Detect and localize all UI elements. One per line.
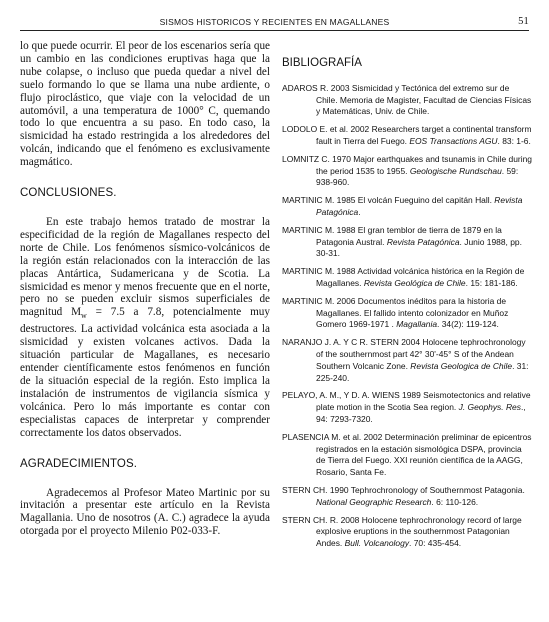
reference-journal: Geologische Rundschau xyxy=(409,165,502,176)
reference-entry xyxy=(282,390,532,425)
acknowledgements-heading: AGRADECIMIENTOS. xyxy=(20,457,138,470)
reference-journal: Magallania xyxy=(396,319,438,330)
reference-text: MARTINIC M. 2006 Documentos inéditos para la historia de Magallanes. El fallido intento colonizador en Muñoz Gomero 1969-1971 . xyxy=(282,295,509,330)
reference-entry xyxy=(282,432,532,479)
reference-tail: ., 94: 7293-7320. xyxy=(316,402,526,424)
reference-text: MARTINIC M. 1988 Actividad volcánica histórica en la Región de Magallanes. xyxy=(282,266,525,288)
reference-journal: Revista Geologica de Chile xyxy=(410,360,513,371)
reference-tail: . 83: 1-6. xyxy=(497,135,531,146)
running-header xyxy=(20,14,529,31)
reference-text: LOMNITZ C. 1970 Major earthquakes and tsunamis in Chile during the period 1535 to 1955. xyxy=(282,153,532,176)
reference-entry xyxy=(282,154,532,189)
reference-journal: J. Geophys. Res xyxy=(458,402,521,413)
conclusions-text-start: En este trabajo hemos tratado de mostrar la especificidad de la región de Magallanes respecto del norte de Chile. Los fenómenos sísmico-volcánicos de la región están relacionados con la interacción de las placas Antártica, Sudamericana y de Scotia. La sismicidad es menor y menos frecuente que en el norte, pero no se pueden excluir sismos superficiales de magnitud M xyxy=(20,215,270,319)
reference-tail: . 15: 181-186. xyxy=(465,277,518,288)
reference-text: ADAROS R. 2003 Sismicidad y Tectónica del extremo sur de Chile. Memoria de Magister, Facultad de Ciencias Físicas y Matemáticas, Univ. de Chile. xyxy=(282,82,532,117)
reference-entry xyxy=(282,225,532,260)
reference-tail: . 6: 110-126. xyxy=(431,496,479,507)
reference-entry xyxy=(282,296,532,331)
reference-journal: Revista Geológica de Chile xyxy=(363,277,466,288)
reference-text: LODOLO E. et al. 2002 Researchers target a continental transform fault in Tierra del Fuego. xyxy=(282,124,532,146)
reference-journal: EOS Transactions AGU xyxy=(409,135,498,146)
reference-entry xyxy=(282,83,532,118)
reference-entry xyxy=(282,337,532,384)
reference-tail: . 34(2): 119-124. xyxy=(437,319,499,330)
conclusions-text-end: = 7.5 a 7.8, potencialmente muy destructores. La actividad volcánica esta asociada a la sismicidad y existen volcanes activos. Dada la situación particular de Magallanes, es necesario entender científicamente estos fenómenos en función de la situación especial de la región. Esto implica la instalación de instrumentos de vigilancia sísmica y volcánica. Pero lo más importante es contar con especialistas capaces de interpretar y comprender correctamente los datos observados. xyxy=(20,306,270,439)
reference-text: PLASENCIA M. et al. 2002 Determinación preliminar de epicentros registrados en la estación sismológica DSPA, provincia de Tierra del Fuego. XXI reunión científica de la AAGG, Rosario, Santa Fe. xyxy=(282,431,532,478)
reference-text: MARTINIC M. 1988 El gran temblor de tierra de 1879 en la Patagonia Austral. xyxy=(282,224,502,247)
reference-journal: Bull. Volcanology xyxy=(344,538,410,549)
conclusions-heading: CONCLUSIONES. xyxy=(20,187,117,200)
right-column xyxy=(282,58,532,556)
reference-entry xyxy=(282,266,532,290)
reference-tail: . xyxy=(358,206,361,217)
reference-list xyxy=(282,83,532,550)
intro-paragraph: lo que puede ocurrir. El peor de los escenarios sería que un cambio en las condiciones eruptivas haga que la nube colapse, o incluso que pueda quedar a nivel del suelo formando lo que se llama una nube ardiente, o flujo piroclástico, que viaje con la velocidad de un automóvil, a una temperatura de 1000° C, quemando todo lo que encuentra a su paso. En todo caso, la sismicidad ha estado restringida a los alrededores del volcán, indicando que el fenómeno es exclusivamente magmático. xyxy=(20,40,270,169)
bibliography-heading: BIBLIOGRAFÍA xyxy=(282,57,362,69)
reference-tail: . Junio 1988, pp. 30-31. xyxy=(316,236,522,259)
reference-text: MARTINIC M. 1985 El volcán Fueguino del capitán Hall. xyxy=(282,195,495,206)
conclusions-paragraph xyxy=(20,216,270,440)
reference-tail: . 59: 938-960. xyxy=(316,165,519,188)
reference-entry xyxy=(282,485,532,509)
reference-tail: . 31: 225-240. xyxy=(316,360,529,383)
page-number: 51 xyxy=(518,16,529,27)
reference-text: STERN CH. 1990 Tephrochronology of Southernmost Patagonia. xyxy=(282,484,525,495)
magnitude-subscript: w xyxy=(81,311,87,321)
reference-journal: National Geographic Research xyxy=(316,496,432,507)
header-title: SISMOS HISTORICOS Y RECIENTES EN MAGALLANES xyxy=(159,17,390,27)
acknowledgements-paragraph: Agradecemos al Profesor Mateo Martinic por su invitación a presentar este artículo en la Revista Magallania. Uno de nosotros (A. C.) agradece la ayuda otorgada por el proyecto Milenio P02-033-F. xyxy=(20,486,270,538)
reference-text: PELAYO, A. M., Y D. A. WIENS 1989 Seismotectonics and relative plate motion in the Scotia Sea region. xyxy=(282,390,531,413)
reference-journal: Revista Patagónica xyxy=(316,195,523,217)
reference-text: STERN CH. R. 2008 Holocene tephrochronology record of large explosive eruptions in the southernmost Patagonian Andes. xyxy=(282,514,522,549)
reference-entry xyxy=(282,515,532,550)
reference-journal: Revista Patagónica xyxy=(386,236,460,247)
reference-text: NARANJO J. A. Y C R. STERN 2004 Holocene tephrochronology of the southernmost part 42° 30'-45° S of the Andean Southern Volcanic Zone. xyxy=(282,337,526,371)
reference-entry xyxy=(282,124,532,148)
reference-entry xyxy=(282,195,532,219)
reference-tail: . 70: 435-454. xyxy=(409,538,462,549)
left-column xyxy=(20,40,270,538)
